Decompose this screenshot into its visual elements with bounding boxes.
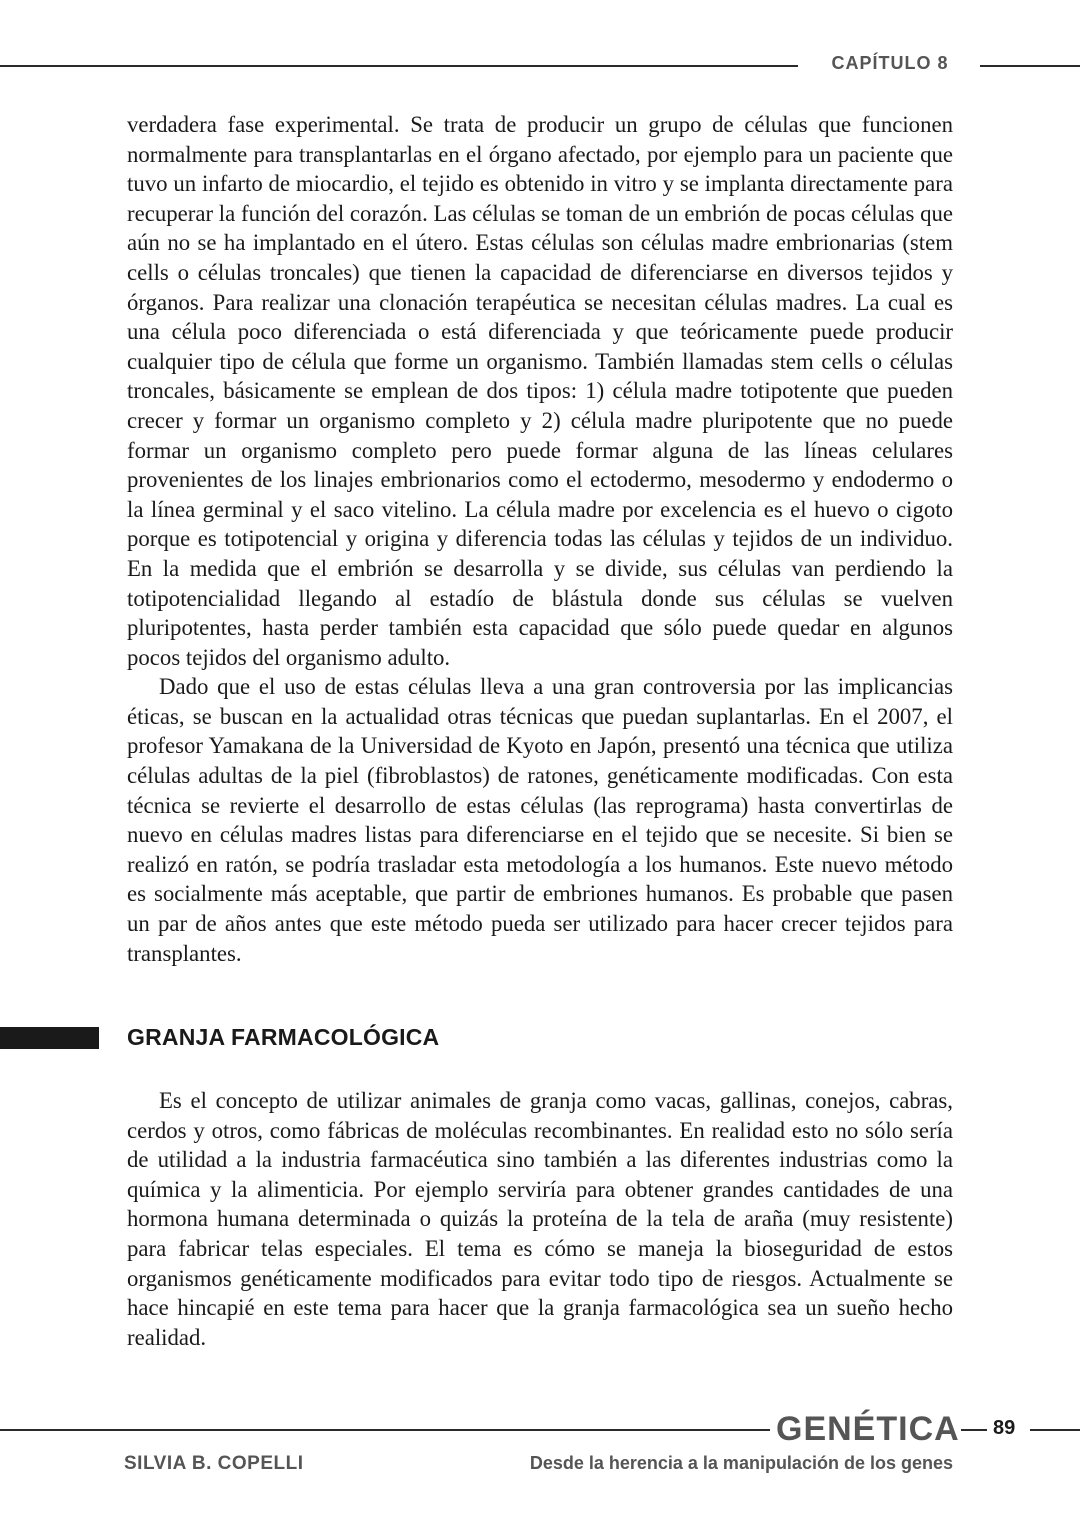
paragraph: Dado que el uso de estas células lleva a una gran controversia por las implicancias éticas, se buscan en la actualidad otras técnicas que puedan suplantarlas. En el 2007, el profesor Yamakana de la Universidad de Kyoto en Japón, presentó una técnica que utiliza células adultas de la piel (fibroblastos) de ratones, genéticamente modificadas. Con esta técnica se revierte el desarrollo de estas células (las reprograma) hasta convertirlas de nuevo en células madres listas para diferenciarse en el tejido que se necesite. Si bien se realizó en ratón, se podría trasladar esta metodología a los humanos. Este nuevo método es socialmente más aceptable, que partir de embriones humanos. Es probable que pasen un par de años antes que este método pueda ser utilizado para hacer crecer tejidos para transplantes.: [127, 674, 953, 966]
chapter-label: CAPÍTULO 8: [831, 53, 949, 73]
author-name: SILVIA B. COPELLI: [124, 1453, 304, 1474]
book-title: GENÉTICA: [776, 1410, 960, 1448]
body-text-block: [127, 110, 953, 968]
book-subtitle: Desde la herencia a la manipulación de los genes: [529, 1453, 953, 1473]
header-rule-right: [980, 65, 1080, 67]
page-number: 89: [993, 1417, 1016, 1439]
section-heading: GRANJA FARMACOLÓGICA: [127, 1024, 440, 1050]
footer-rule-mid: [961, 1429, 987, 1431]
section-marker-bar: [0, 1027, 99, 1049]
paragraph: verdadera fase experimental. Se trata de producir un grupo de células que funcionen normalmente para transplantarlas en el órgano afectado, por ejemplo para un paciente que tuvo un infarto de miocardio, el tejido es obtenido in vitro y se implanta directamente para recuperar la función del corazón. Las células se toman de un embrión de pocas células que aún no se ha implantado en el útero. Estas células son células madre embrionarias (stem cells o células troncales) que tienen la capacidad de diferenciarse en diversos tejidos y órganos. Para realizar una clonación terapéutica se necesitan células madres. La cual es una célula poco diferenciada o está diferenciada y que teóricamente puede producir cualquier tipo de célula que forme un organismo. También llamadas stem cells o células troncales, básicamente se emplean de dos tipos: 1) célula madre totipotente que pueden crecer y formar un organismo completo y 2) célula madre pluripotente que no puede formar un organismo completo pero puede formar alguna de las líneas celulares provenientes de los linajes embrionarios como el ectodermo, mesodermo y endodermo o la línea germinal y el saco vitelino. La célula madre por excelencia es el huevo o cigoto porque es totipotencial y origina y diferencia todas las células y tejidos de un individuo. En la medida que el embrión se desarrolla y se divide, sus células van perdiendo la totipotencialidad llegando al estadío de blástula donde sus células se vuelven pluripotentes, hasta perder también esta capacidad que sólo puede quedar en algunos pocos tejidos del organismo adulto.: [127, 112, 953, 670]
header-rule-left: [0, 65, 798, 67]
paragraph: Es el concepto de utilizar animales de granja como vacas, gallinas, conejos, cabras, cerdos y otros, como fábricas de moléculas recombinantes. En realidad esto no sólo sería de utilidad a la industria farmacéutica sino también a las diferentes industrias como la química y la alimenticia. Por ejemplo serviría para obtener grandes cantidades de una hormona humana determinada o quizás la proteína de la tela de araña (muy resistente) para fabricar telas especiales. El tema es cómo se maneja la bioseguridad de estos organismos genéticamente modificados para evitar todo tipo de riesgos. Actualmente se hace hincapié en este tema para hacer que la granja farmacológica sea un sueño hecho realidad.: [127, 1088, 953, 1350]
footer-rule-left: [0, 1429, 770, 1431]
footer-rule-right: [1030, 1429, 1080, 1431]
section-text-block: [127, 1086, 953, 1352]
